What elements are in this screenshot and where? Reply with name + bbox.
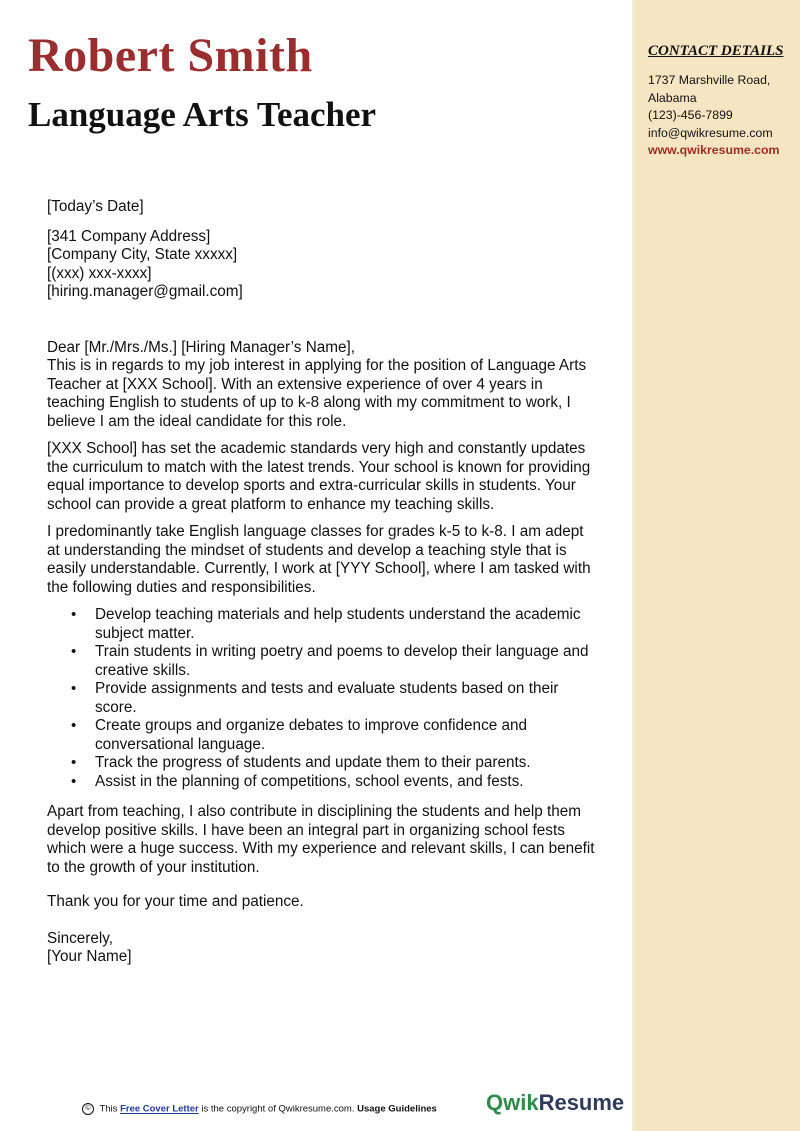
body-paragraph: This is in regards to my job interest in applying for the position of Language Arts Teacher at [XXX School]. With an extensive experience of over 4 years in teaching English to students of up to k-8 along with my commitment to work, I believe I am the ideal candidate for this role. <box>47 357 587 430</box>
duties-list <box>47 606 595 791</box>
list-item: • Provide assignments and tests and evaluate students based on their score. <box>95 680 595 717</box>
footer-prefix: This <box>99 1103 118 1115</box>
address-line: [hiring.manager@gmail.com] <box>47 283 243 300</box>
signoff: Sincerely, <box>47 929 114 947</box>
list-item: • Assist in the planning of competitions, school events, and fests. <box>95 773 595 792</box>
signature: [Your Name] <box>47 948 132 965</box>
thanks-line: Thank you for your time and patience. <box>47 893 304 910</box>
logo-part-resume: Resume <box>538 1090 625 1115</box>
address-line: [341 Company Address] <box>47 227 211 245</box>
footer-middle: is the copyright of Qwikresume.com. <box>201 1103 355 1115</box>
usage-guidelines-link[interactable]: Usage Guidelines <box>357 1103 437 1115</box>
applicant-role: Language Arts Teacher <box>28 95 377 134</box>
salutation: Dear [Mr./Mrs./Ms.] [Hiring Manager’s Name], <box>47 338 355 356</box>
free-cover-letter-link[interactable]: Free Cover Letter <box>120 1103 199 1115</box>
contact-details <box>648 72 798 160</box>
address-line: [Company City, State xxxxx] <box>47 246 238 263</box>
contact-email[interactable]: info@qwikresume.com <box>648 125 773 140</box>
letter-body <box>47 198 595 967</box>
contact-phone: (123)-456-7899 <box>648 108 733 123</box>
address-line: [(xxx) xxx-xxxx] <box>47 264 152 282</box>
contact-heading: CONTACT DETAILS <box>648 43 784 59</box>
qwikresume-logo[interactable] <box>486 1090 624 1116</box>
list-item: • Create groups and organize debates to improve confidence and conversational language. <box>95 717 595 754</box>
letter-date: [Today’s Date] <box>47 198 144 215</box>
contact-address-line2: Alabama <box>648 90 697 105</box>
list-item: • Develop teaching materials and help students understand the academic subject matter. <box>95 606 595 643</box>
body-paragraph: I predominantly take English language classes for grades k-5 to k-8. I am adept at understanding the mindset of students and develop a teaching style that is easily understandable. Currently, I work at [YYY School], where I am tasked with the following duties and responsibilities. <box>47 523 591 596</box>
list-item: • Track the progress of students and update them to their parents. <box>95 754 595 773</box>
applicant-name: Robert Smith <box>28 29 313 82</box>
list-item: • Train students in writing poetry and poems to develop their language and creative skills. <box>95 643 595 680</box>
body-paragraph: [XXX School] has set the academic standards very high and constantly updates the curriculum to match with the latest trends. Your school is known for providing equal importance to develop sports and extra-curricular skills in students. Your school can provide a great platform to enhance my teaching skills. <box>47 440 591 513</box>
logo-part-qwik: Qwik <box>486 1090 539 1115</box>
closing-paragraph: Apart from teaching, I also contribute in disciplining the students and help them develop positive skills. I have been an integral part in organizing school fests which were a huge success. With my experience and relevant skills, I can benefit to the growth of your institution. <box>47 803 595 876</box>
copyright-icon: © <box>82 1103 94 1115</box>
contact-sidebar <box>632 0 800 1131</box>
contact-address-line1: 1737 Marshville Road, <box>648 73 771 87</box>
recipient-address <box>47 228 595 302</box>
contact-website[interactable]: www.qwikresume.com <box>648 143 780 158</box>
footer-copyright <box>82 1103 437 1115</box>
